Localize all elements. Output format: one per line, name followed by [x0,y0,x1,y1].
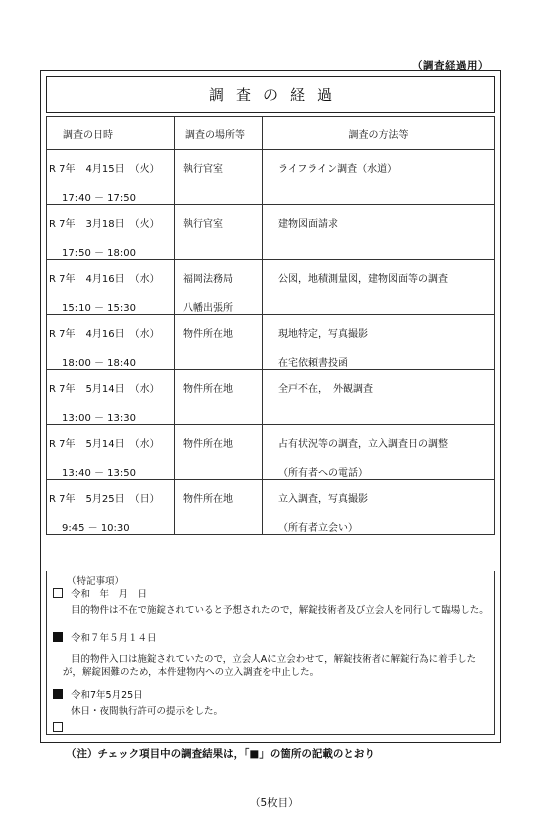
survey-frame [40,70,501,743]
table-row [47,425,495,480]
row-method: 全戸不在， 外観調査 [278,384,373,395]
row-time: 15:10 － 15:30 [62,303,136,314]
table-row [47,260,495,315]
place-cell [175,150,263,205]
method-cell [263,370,495,425]
empty-checkbox-icon [53,588,63,598]
row-method-2: （所有者立会い） [278,523,358,534]
header-place: 調査の場所等 [175,117,263,150]
method-cell [263,205,495,260]
row-date: R 7年 4月15日 （火） [49,164,160,175]
table-row [47,315,495,370]
row-method-2 [278,244,493,258]
note-4-checkbox [53,722,63,735]
row-method-2: 在宅依頼書投函 [278,358,348,369]
place-cell [175,370,263,425]
row-place: 福岡法務局 [183,274,233,285]
title-box [46,76,495,113]
row-date: R 7年 5月25日 （日） [49,494,160,505]
empty-checkbox-icon [53,722,63,732]
note-1-text: 目的物件は不在で施錠されていると予想されたので，解錠技術者及び立会人を同行して臨場した。 [71,605,489,616]
method-cell [263,315,495,370]
place-cell [175,205,263,260]
row-time: 13:40 － 13:50 [62,468,136,479]
row-method-2 [278,189,493,203]
place-cell [175,260,263,315]
date-cell [47,480,175,535]
header-method: 調査の方法等 [263,117,495,150]
note-1-date: 令和 年 月 日 [71,589,148,600]
note-3-checkbox [53,689,63,702]
row-method-2 [278,299,493,313]
header-datetime: 調査の日時 [47,117,175,150]
note-2-text-line2: が，解錠困難のため，本件建物内への立入調査を中止した。 [63,667,320,678]
row-date: R 7年 4月16日 （水） [49,329,160,340]
row-method: 建物図面請求 [278,219,338,230]
date-cell [47,205,175,260]
filled-checkbox-icon [53,632,63,642]
table-row [47,150,495,205]
place-cell [175,425,263,480]
page-number: （5枚目） [250,797,299,809]
row-place-2 [183,409,261,423]
row-place-2: 八幡出張所 [183,303,233,314]
date-cell [47,370,175,425]
row-place: 物件所在地 [183,329,233,340]
table-row [47,370,495,425]
place-cell [175,315,263,370]
note-3-date: 令和7年5月25日 [71,690,143,701]
row-place: 物件所在地 [183,439,233,450]
row-date: R 7年 5月14日 （水） [49,439,160,450]
note-2-date: 令和７年５月１４日 [71,633,157,644]
row-place-2 [183,464,261,478]
row-place: 執行官室 [183,164,223,175]
notes-heading: （特記事項） [67,576,125,587]
row-place-2 [183,189,261,203]
row-time: 18:00 － 18:40 [62,358,136,369]
date-cell [47,150,175,205]
row-place-2 [183,519,261,533]
filled-checkbox-icon [53,689,63,699]
row-time: 17:40 － 17:50 [62,193,136,204]
row-time: 13:00 － 13:30 [62,413,136,424]
note-1-checkbox [53,588,63,601]
form-label: （調査経過用） [412,60,489,72]
page-title: 調査の経過 [208,86,344,104]
date-cell [47,315,175,370]
table-header-row [47,117,495,150]
method-cell [263,260,495,315]
row-place: 執行官室 [183,219,223,230]
special-notes [46,571,495,735]
date-cell [47,425,175,480]
row-method: 立入調査，写真撮影 [278,494,368,505]
row-method: ライフライン調査（水道） [278,164,398,175]
row-date: R 7年 4月16日 （水） [49,274,160,285]
row-method: 占有状況等の調査，立入調査日の調整 [278,439,448,450]
row-date: R 7年 3月18日 （火） [49,219,160,230]
note-2-checkbox [53,632,63,645]
table-row [47,480,495,535]
row-time: 9:45 － 10:30 [62,523,130,534]
note-3-text: 休日・夜間執行許可の提示をした。 [71,706,224,717]
row-place: 物件所在地 [183,494,233,505]
row-time: 17:50 － 18:00 [62,248,136,259]
row-method: 現地特定，写真撮影 [278,329,368,340]
row-method: 公図，地積測量図，建物図面等の調査 [278,274,448,285]
place-cell [175,480,263,535]
row-place-2 [183,244,261,258]
table-row [47,205,495,260]
method-cell [263,425,495,480]
row-method-2: （所有者への電話） [278,468,368,479]
row-place-2 [183,354,261,368]
row-place: 物件所在地 [183,384,233,395]
method-cell [263,480,495,535]
method-cell [263,150,495,205]
row-date: R 7年 5月14日 （水） [49,384,160,395]
date-cell [47,260,175,315]
survey-log-table [46,116,495,535]
row-method-2 [278,409,493,423]
note-2-text-line1: 目的物件入口は施錠されていたので，立会人Aに立会わせて，解錠技術者に解錠行為に着手した [71,654,477,665]
footnote: （注）チェック項目中の調査結果は，「■」の箇所の記載のとおり [66,748,375,760]
